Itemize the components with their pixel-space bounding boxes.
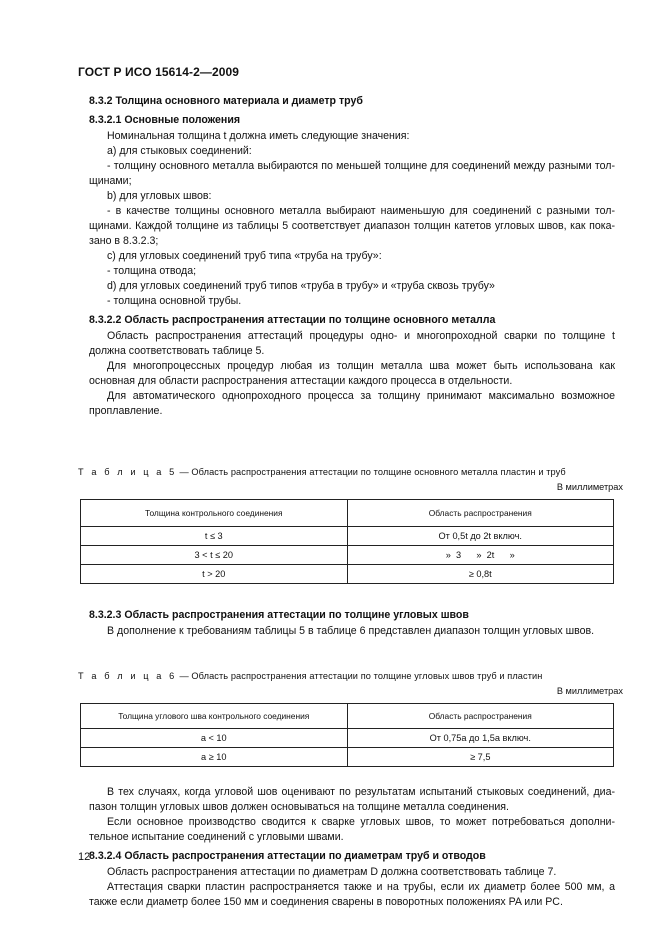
table-header-cell: Область распространения <box>347 704 614 729</box>
table-header-cell: Толщина углового шва контрольного соединения <box>81 704 348 729</box>
table-row <box>81 546 614 565</box>
section-8-3-2-heading: 8.3.2 Толщина основного материала и диаметр труб <box>89 95 363 107</box>
list-item: а) для стыковых соединений: <box>107 145 252 157</box>
table-6-label: Т а б л и ц а 6 <box>78 671 177 681</box>
table-5 <box>80 499 614 584</box>
document-header: ГОСТ Р ИСО 15614-2—2009 <box>78 65 240 79</box>
table-5-label: Т а б л и ц а 5 <box>78 467 177 477</box>
table-header-cell: Толщина контрольного соединения <box>81 500 348 527</box>
list-item: d) для угловых соединений труб типов «труба в трубу» и «труба сквозь трубу» <box>107 280 495 292</box>
section-8-3-2-2-heading: 8.3.2.2 Область распространения аттестации по толщине основного металла <box>89 314 496 326</box>
list-item: - в качестве толщины основного металла выбирают наименьшую для соединений с разными тол-щинами. Каждой толщине из таблицы 5 соответствует диапазон толщин катетов угловых швов, как пока-зано в 8.3.2.3; <box>89 205 615 247</box>
table-cell: a ≥ 10 <box>81 748 348 767</box>
table-header-row <box>81 500 614 527</box>
section-8-3-2-3-heading: 8.3.2.3 Область распространения аттестации по толщине угловых швов <box>89 609 469 621</box>
paragraph: Для многопроцессных процедур любая из толщин металла шва может быть использована как основная для области распространения аттестации каждого процесса в отдельности. <box>89 360 615 387</box>
page-number: 12 <box>78 851 91 863</box>
paragraph: В дополнение к требованиям таблицы 5 в таблице 6 представлен диапазон толщин угловых швов. <box>107 625 595 637</box>
table-6 <box>80 703 614 767</box>
list-item: - толщина основной трубы. <box>107 295 242 307</box>
paragraph: В тех случаях, когда угловой шов оценивают по результатам испытаний стыковых соединений, диа-пазон толщин угловых швов должен основываться на толщине металла соединения. <box>89 786 615 813</box>
table-cell: ≥ 7,5 <box>347 748 614 767</box>
table-row <box>81 565 614 584</box>
table-cell: » 3 » 2t » <box>347 546 614 565</box>
list-item: - толщину основного металла выбираются по меньшей толщине для соединений между разными тол-щинами; <box>89 160 615 187</box>
paragraph: Область распространения аттестации по диаметрам D должна соответствовать таблице 7. <box>107 866 557 878</box>
paragraph: Область распространения аттестаций процедуры одно- и многопроходной сварки по толщине t должна соответствовать таблице 5. <box>89 330 615 357</box>
table-header-cell: Область распространения <box>347 500 614 527</box>
list-item: b) для угловых швов: <box>107 190 212 202</box>
paragraph: Для автоматического однопроходного процесса за толщину принимают максимально возможное проплавление. <box>89 390 615 417</box>
table-row <box>81 527 614 546</box>
section-8-3-2-1-heading: 8.3.2.1 Основные положения <box>89 114 241 126</box>
table-5-units: В миллиметрах <box>556 482 623 492</box>
table-cell: От 0,75a до 1,5a включ. <box>347 729 614 748</box>
table-5-caption: Т а б л и ц а 5 — Область распространения аттестации по толщине основного металла пластин и труб <box>78 467 566 477</box>
paragraph: Если основное производство сводится к сварке угловых швов, то может потребоваться дополни-тельное испытание соединений с угловыми швами. <box>89 816 615 843</box>
table-row <box>81 729 614 748</box>
paragraph: Номинальная толщина t должна иметь следующие значения: <box>107 130 410 142</box>
table-cell: a < 10 <box>81 729 348 748</box>
section-8-3-2-4-heading: 8.3.2.4 Область распространения аттестации по диаметрам труб и отводов <box>89 850 486 862</box>
paragraph: Аттестация сварки пластин распространяется также и на трубы, если их диаметр более 500 мм, а также если диаметр более 150 мм и соединения сварены в поворотных положениях PA или PC. <box>89 881 615 908</box>
table-cell: t > 20 <box>81 565 348 584</box>
table-cell: 3 < t ≤ 20 <box>81 546 348 565</box>
table-header-row <box>81 704 614 729</box>
table-cell: От 0,5t до 2t включ. <box>347 527 614 546</box>
table-cell: t ≤ 3 <box>81 527 348 546</box>
list-item: - толщина отвода; <box>107 265 197 277</box>
list-item: c) для угловых соединений труб типа «труба на трубу»: <box>107 250 382 262</box>
table-cell: ≥ 0,8t <box>347 565 614 584</box>
table-6-units: В миллиметрах <box>556 686 623 696</box>
table-6-caption: Т а б л и ц а 6 — Область распространения аттестации по толщине угловых швов труб и пластин <box>78 671 543 681</box>
table-row <box>81 748 614 767</box>
